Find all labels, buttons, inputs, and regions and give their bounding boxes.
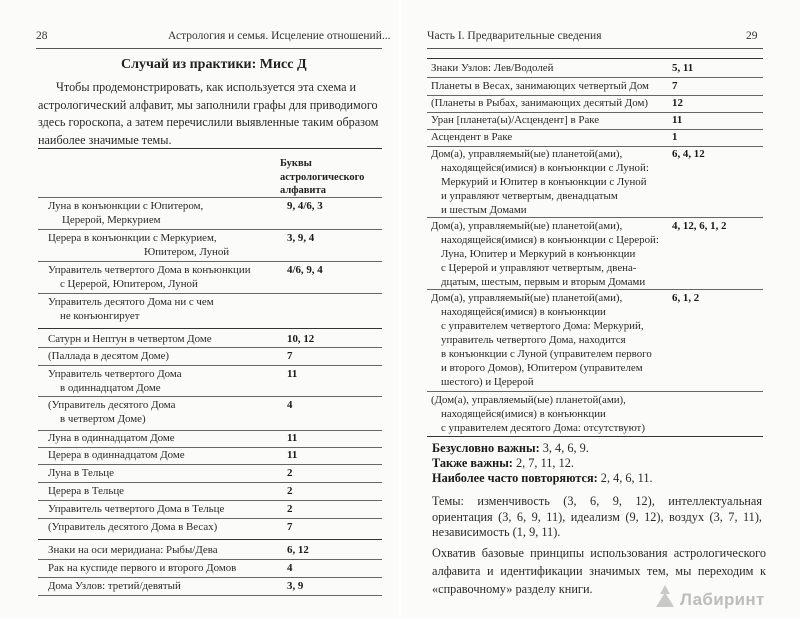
table-top-rule bbox=[38, 148, 382, 149]
row-line: шестого) и Церерой bbox=[441, 376, 534, 388]
summary-value: 2, 4, 6, 11. bbox=[597, 471, 653, 485]
row-line: в одиннадцатом Доме bbox=[60, 382, 161, 394]
intro-line: наиболее значимые темы. bbox=[38, 132, 172, 147]
row-line: (Дом(а), управляемый(ые) планетой(ами), bbox=[431, 394, 626, 406]
row-rule bbox=[38, 518, 382, 519]
row-line: находящейся(имися) в конъюнкции bbox=[441, 306, 606, 318]
running-head-left: Астрология и семья. Исцеление отношений... bbox=[168, 30, 391, 42]
row-line: с Церерой, Юпитером, Луной bbox=[60, 278, 198, 290]
row-label bbox=[48, 543, 218, 557]
row-letters: 5, 11 bbox=[672, 62, 694, 74]
running-head-right: Часть I. Предварительные сведения bbox=[427, 30, 602, 42]
row-label bbox=[431, 393, 645, 435]
row-letters: 4/6, 9, 4 bbox=[287, 264, 323, 276]
row-line: Дом(а), управляемый(ые) планетой(ами), bbox=[431, 292, 623, 304]
row-line: Управитель четвертого Дома bbox=[48, 368, 182, 380]
row-rule bbox=[38, 229, 382, 230]
row-letters: 2 bbox=[287, 467, 293, 479]
row-line: Управитель десятого Дома ни с чем bbox=[48, 296, 214, 308]
row-line: Рак на куспиде первого и второго Домов bbox=[48, 562, 237, 574]
row-label bbox=[431, 147, 649, 217]
row-letters: 4 bbox=[287, 562, 293, 574]
header-rule-right bbox=[427, 48, 763, 49]
table-top-rule bbox=[427, 58, 763, 59]
row-label bbox=[48, 448, 185, 462]
row-label bbox=[48, 263, 251, 291]
row-line: Церера в Тельце bbox=[48, 485, 124, 497]
row-letters: 2 bbox=[287, 485, 293, 497]
row-line: Церера в конъюнкции с Меркурием, bbox=[48, 232, 217, 244]
row-label bbox=[431, 96, 648, 110]
row-line: в четвертом Доме) bbox=[60, 413, 146, 425]
row-rule bbox=[427, 77, 763, 78]
row-line: с управителем четвертого Дома: Меркурий, bbox=[441, 320, 644, 332]
intro-line: Чтобы продемонстрировать, как используется эта схема и bbox=[56, 80, 357, 94]
row-letters: 4, 12, 6, 1, 2 bbox=[672, 220, 727, 232]
row-label bbox=[48, 579, 181, 593]
row-label bbox=[48, 199, 203, 227]
row-label bbox=[48, 367, 182, 395]
row-letters: 7 bbox=[287, 521, 293, 533]
row-letters: 11 bbox=[287, 449, 298, 461]
row-label bbox=[431, 61, 553, 75]
row-letters: 7 bbox=[287, 350, 293, 362]
row-label bbox=[48, 231, 229, 259]
row-letters: 12 bbox=[672, 97, 683, 109]
column-header-line: Буквы bbox=[280, 158, 312, 169]
row-label bbox=[431, 291, 652, 389]
left-page bbox=[0, 0, 399, 619]
row-line: (Управитель десятого Дома bbox=[48, 399, 176, 411]
section-rule bbox=[38, 328, 382, 329]
row-label bbox=[48, 398, 175, 426]
row-rule bbox=[38, 347, 382, 348]
row-label bbox=[48, 484, 124, 498]
row-rule bbox=[38, 365, 382, 366]
row-line: Уран [планета(ы)/Асцендент] в Раке bbox=[431, 114, 600, 126]
row-label bbox=[431, 130, 512, 144]
row-line: Управитель четвертого Дома в Тельце bbox=[48, 503, 225, 515]
intro-paragraph bbox=[38, 79, 382, 149]
row-label bbox=[48, 332, 212, 346]
row-letters: 1 bbox=[672, 131, 678, 143]
row-letters: 3, 9, 4 bbox=[287, 232, 315, 244]
row-line: Церерой, Меркурием bbox=[62, 214, 161, 226]
row-label bbox=[431, 219, 659, 289]
row-rule bbox=[38, 396, 382, 397]
column-header-letters bbox=[280, 157, 364, 198]
row-rule bbox=[427, 217, 763, 218]
row-line: находящейся(имися) в конъюнкции с Церерой: bbox=[441, 234, 659, 246]
row-line: и управляют четвертым, двенадцатым bbox=[441, 190, 618, 202]
page-number-left: 28 bbox=[36, 30, 48, 42]
row-letters: 6, 12 bbox=[287, 544, 309, 556]
row-line: дцатым, шестым, первым и вторым Домами bbox=[441, 276, 646, 288]
row-rule bbox=[38, 293, 382, 294]
row-line: находящейся(имися) в конъюнкции с Луной: bbox=[441, 162, 649, 174]
summary-line bbox=[432, 470, 653, 486]
summary-value: 3, 4, 6, 9. bbox=[539, 441, 589, 455]
row-line: Меркурий и Юпитер в конъюнкции с Луной bbox=[441, 176, 647, 188]
row-letters: 11 bbox=[672, 114, 683, 126]
row-letters: 7 bbox=[672, 80, 678, 92]
row-label bbox=[48, 466, 114, 480]
row-rule bbox=[38, 595, 382, 596]
intro-line: здесь гороскопа, а затем перечислили выявленные таким образом bbox=[38, 115, 379, 130]
closing-paragraph: Охватив базовые принципы использования астрологического алфавита и идентификации значимых тем, мы переходим к «справочному» разделу книги. bbox=[432, 546, 766, 596]
row-label bbox=[48, 431, 175, 445]
summary-value: 2, 7, 11, 12. bbox=[512, 456, 574, 470]
row-rule bbox=[427, 391, 763, 392]
row-line: Планеты в Весах, занимающих четвертый Дом bbox=[431, 80, 649, 92]
row-rule bbox=[38, 261, 382, 262]
row-label bbox=[48, 349, 169, 363]
row-line: Управитель четвертого Дома в конъюнкции bbox=[48, 264, 251, 276]
row-line: Юпитером, Луной bbox=[144, 246, 230, 258]
summary-label: Наиболее часто повторяются: bbox=[432, 471, 598, 485]
row-line: Луна в Тельце bbox=[48, 467, 114, 479]
row-line: не конъюнгирует bbox=[60, 310, 140, 322]
header-rule-left bbox=[36, 48, 382, 49]
row-line: Дом(а), управляемый(ые) планетой(ами), bbox=[431, 220, 623, 232]
row-label bbox=[48, 561, 236, 575]
row-letters: 4 bbox=[287, 399, 293, 411]
row-letters: 9, 4/6, 3 bbox=[287, 200, 323, 212]
row-label bbox=[48, 502, 224, 516]
row-rule bbox=[38, 559, 382, 560]
row-line: и шестым Домами bbox=[441, 204, 527, 216]
column-header-line: алфавита bbox=[280, 185, 327, 196]
case-title: Случай из практики: Мисс Д bbox=[121, 57, 307, 72]
row-line: Дом(а), управляемый(ые) планетой(ами), bbox=[431, 148, 623, 160]
row-line: управитель четвертого Дома, находится bbox=[441, 334, 626, 346]
row-label bbox=[431, 79, 649, 93]
row-line: Луна в конъюнкции с Юпитером, bbox=[48, 200, 204, 212]
row-line: (Планеты в Рыбах, занимающих десятый Дом) bbox=[431, 97, 648, 109]
row-line: Знаки Узлов: Лев/Водолей bbox=[431, 62, 554, 74]
row-line: Знаки на оси меридиана: Рыбы/Дева bbox=[48, 544, 218, 556]
row-rule bbox=[427, 289, 763, 290]
row-line: с Церерой и управляют четвертым, двена- bbox=[441, 262, 637, 274]
row-label bbox=[48, 295, 214, 323]
row-rule bbox=[38, 464, 382, 465]
row-line: Дома Узлов: третий/девятый bbox=[48, 580, 181, 592]
themes-paragraph: Темы: изменчивость (3, 6, 9, 12), интеллектуальная ориентация (3, 6, 9, 11), идеализм (9, 12), воздух (3, 7, 11), независимость (1, 9, 11). bbox=[432, 494, 762, 539]
row-rule bbox=[38, 500, 382, 501]
summary-line bbox=[432, 440, 589, 456]
row-letters: 2 bbox=[287, 503, 293, 515]
row-letters: 6, 1, 2 bbox=[672, 292, 700, 304]
row-line: находящейся(имися) в конъюнкции bbox=[441, 408, 606, 420]
labirint-watermark: Лабиринт bbox=[680, 590, 765, 609]
summary-label: Безусловно важны: bbox=[432, 441, 540, 455]
row-rule bbox=[38, 482, 382, 483]
row-line: Луна, Юпитер и Меркурий в конъюнкции bbox=[441, 248, 636, 260]
row-letters: 3, 9 bbox=[287, 580, 304, 592]
summary-label: Также важны: bbox=[432, 456, 513, 470]
summary-line bbox=[432, 455, 574, 471]
row-line: Церера в одиннадцатом Доме bbox=[48, 449, 185, 461]
row-line: Асцендент в Раке bbox=[431, 131, 513, 143]
row-letters: 11 bbox=[287, 368, 298, 380]
row-line: (Паллада в десятом Доме) bbox=[48, 350, 170, 362]
labirint-logo-icon bbox=[650, 582, 680, 612]
row-line: в конъюнкции с Луной (управителем первого bbox=[441, 348, 652, 360]
row-letters: 11 bbox=[287, 432, 298, 444]
row-rule bbox=[38, 197, 382, 198]
row-line: Луна в одиннадцатом Доме bbox=[48, 432, 175, 444]
row-line: (Управитель десятого Дома в Весах) bbox=[48, 521, 218, 533]
row-letters: 6, 4, 12 bbox=[672, 148, 705, 160]
page-number-right: 29 bbox=[746, 30, 758, 42]
intro-line: астрологический алфавит, мы заполнили графы для приводимого bbox=[38, 97, 378, 112]
table-bottom-rule bbox=[427, 436, 763, 437]
row-line: с управителем десятого Дома: отсутствуют) bbox=[441, 422, 645, 434]
row-rule bbox=[38, 577, 382, 578]
column-header-line: астрологического bbox=[280, 171, 365, 183]
section-rule bbox=[38, 539, 382, 540]
row-label bbox=[48, 520, 217, 534]
row-line: и второго Домов), Юпитером (управителем bbox=[441, 362, 643, 374]
row-line: Сатурн и Нептун в четвертом Доме bbox=[48, 333, 212, 345]
row-letters: 10, 12 bbox=[287, 333, 315, 345]
row-label bbox=[431, 113, 599, 127]
